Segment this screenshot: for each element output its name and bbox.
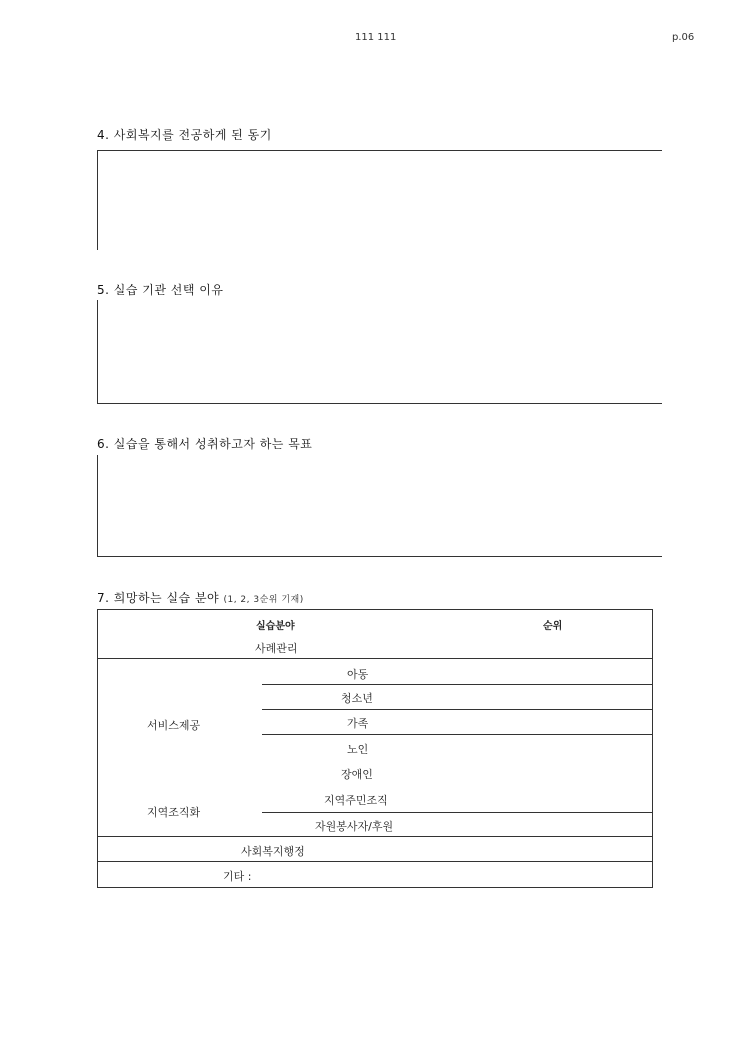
page-number: p.06	[672, 32, 695, 43]
table-divider	[98, 861, 652, 862]
table-divider	[262, 684, 652, 685]
question-4-title: 4. 사회복지를 전공하게 된 동기	[97, 128, 272, 142]
question-7-note: (1, 2, 3순위 기재)	[223, 595, 304, 605]
column-header-rank: 순위	[543, 621, 563, 632]
row-disabled: 장애인	[341, 768, 373, 781]
question-5-title: 5. 실습 기관 선택 이유	[97, 283, 224, 297]
column-header-field: 실습분야	[256, 621, 295, 632]
table-divider	[262, 812, 652, 813]
row-family: 가족	[347, 717, 369, 730]
group-service-provision: 서비스제공	[147, 719, 201, 732]
row-children: 아동	[347, 668, 369, 681]
question-6-title: 6. 실습을 통해서 성취하고자 하는 목표	[97, 437, 313, 451]
question-7-label: 7. 희망하는 실습 분야	[97, 591, 220, 605]
row-resident-organization: 지역주민조직	[324, 794, 388, 807]
practice-field-table	[97, 609, 653, 888]
row-elderly: 노인	[347, 743, 369, 756]
table-divider	[98, 658, 652, 659]
question-5-answer-box[interactable]	[97, 300, 662, 404]
table-divider	[262, 734, 652, 735]
row-other: 기타 :	[223, 870, 252, 883]
row-welfare-administration: 사회복지행정	[241, 845, 305, 858]
table-divider	[98, 836, 652, 837]
row-volunteer-sponsor: 자원봉사자/후원	[315, 820, 394, 833]
question-4-answer-box[interactable]	[97, 150, 662, 250]
row-case-management: 사례관리	[255, 642, 298, 655]
table-divider	[262, 709, 652, 710]
group-community-organizing: 지역조직화	[147, 806, 201, 819]
question-7-title	[97, 589, 304, 606]
question-6-answer-box[interactable]	[97, 455, 662, 557]
header-code: 111 111	[355, 32, 397, 43]
row-youth: 청소년	[341, 692, 373, 705]
